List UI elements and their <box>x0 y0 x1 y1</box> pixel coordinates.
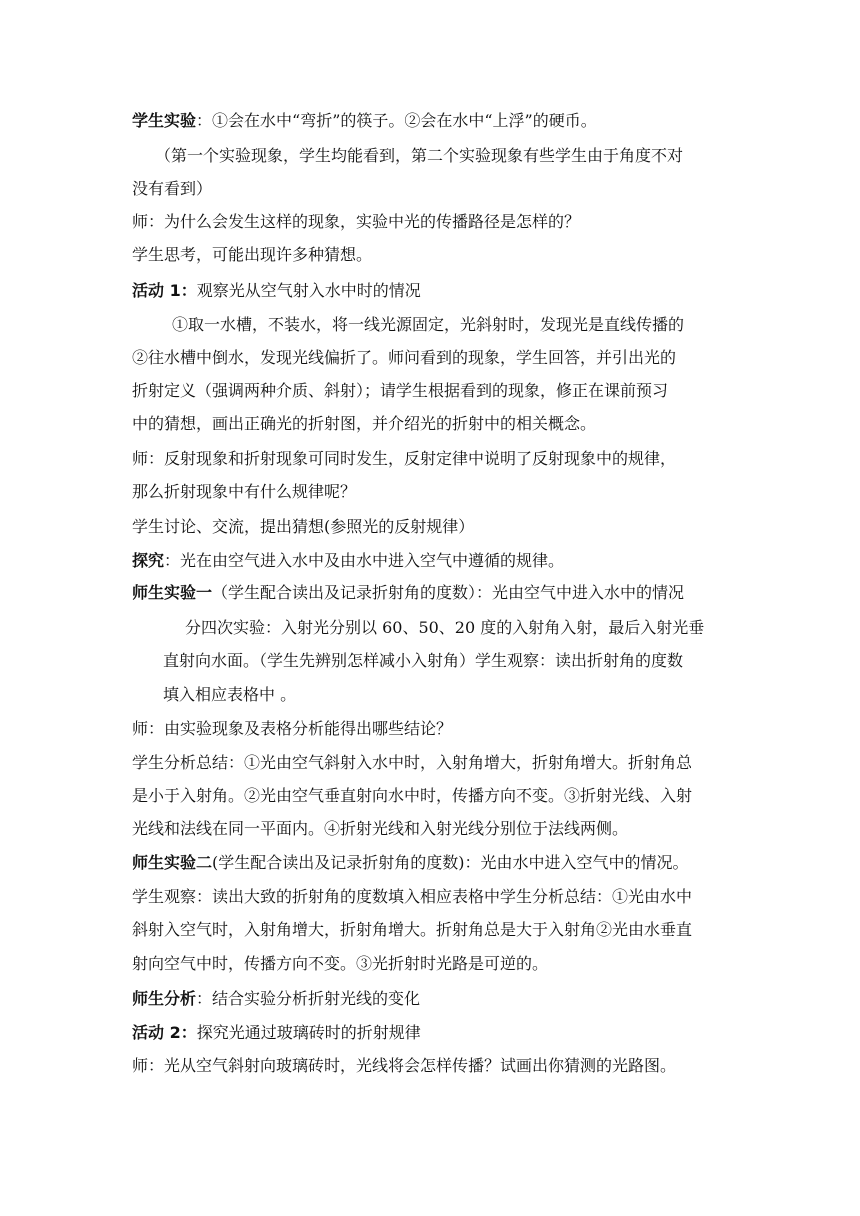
paragraph-line <box>132 953 548 975</box>
line-text: 师：由实验现象及表格分析能得出哪些结论？ <box>132 719 453 738</box>
line-text: (学生配合读出及记录折射角的度数)：光由水中进入空气中的情况。 <box>212 853 689 872</box>
paragraph-line <box>132 413 596 435</box>
line-text: 直射向水面。（学生先辨别怎样减小入射角）学生观察：读出折射角的度数 <box>163 651 684 670</box>
line-text: 分四次实验：入射光分别以 60、50、20 度的入射角入射，最后入射光垂 <box>185 618 705 637</box>
bold-heading: 活动 1： <box>132 281 197 300</box>
paragraph-line <box>132 785 692 807</box>
line-text: 学生讨论、交流，提出猜想(参照光的反射规律） <box>132 517 475 536</box>
paragraph-line <box>132 178 212 200</box>
paragraph-line <box>132 988 420 1010</box>
paragraph-line <box>132 516 474 538</box>
paragraph-line <box>132 280 421 302</box>
paragraph-line <box>163 650 683 672</box>
paragraph-line <box>132 211 580 233</box>
paragraph-line <box>172 314 684 336</box>
paragraph-line <box>132 380 668 402</box>
paragraph-line <box>132 718 452 740</box>
line-text: （第一个实验现象，学生均能看到，第二个实验现象有些学生由于角度不对 <box>155 146 684 165</box>
paragraph-line <box>132 448 676 470</box>
line-text: 光线和法线在同一平面内。④折射光线和入射光线分别位于法线两侧。 <box>132 819 629 838</box>
bold-heading: 师生实验一 <box>132 583 213 602</box>
line-text: 师：光从空气斜射向玻璃砖时，光线将会怎样传播？试画出你猜测的光路图。 <box>132 1056 677 1075</box>
paragraph-line <box>132 752 692 774</box>
bold-heading: 学生实验 <box>132 111 197 130</box>
paragraph-line <box>132 1022 421 1044</box>
line-text: 学生分析总结：①光由空气斜射入水中时，入射角增大，折射角增大。折射角总 <box>132 753 693 772</box>
bold-heading: 活动 2： <box>132 1023 197 1042</box>
paragraph-line <box>132 110 597 132</box>
paragraph-line <box>132 550 564 572</box>
line-text: ：结合实验分析折射光线的变化 <box>196 989 421 1008</box>
line-text: 斜射入空气时，入射角增大，折射角增大。折射角总是大于入射角②光由水垂直 <box>132 920 693 939</box>
paragraph-line <box>155 145 683 167</box>
paragraph-line <box>132 919 692 941</box>
paragraph-line <box>132 347 676 369</box>
paragraph-line <box>132 818 628 840</box>
line-text: 是小于入射角。②光由空气垂直射向水中时，传播方向不变。③折射光线、入射 <box>132 786 693 805</box>
paragraph-line <box>132 244 372 266</box>
line-text: 那么折射现象中有什么规律呢？ <box>132 482 357 501</box>
line-text: ②往水槽中倒水，发现光线偏折了。师问看到的现象，学生回答，并引出光的 <box>132 348 677 367</box>
line-text: 折射定义（强调两种介质、斜射）；请学生根据看到的现象，修正在课前预习 <box>132 381 669 400</box>
line-text: 没有看到） <box>132 179 213 198</box>
bold-heading: 探究 <box>132 551 165 570</box>
bold-heading: 师生分析 <box>132 989 197 1008</box>
line-text: ：光在由空气进入水中及由水中进入空气中遵循的规律。 <box>164 551 565 570</box>
line-text: 射向空气中时，传播方向不变。③光折射时光路是可逆的。 <box>132 954 549 973</box>
line-text: （学生配合读出及记录折射角的度数）：光由空气中进入水中的情况 <box>212 583 685 602</box>
line-text: 探究光通过玻璃砖时的折射规律 <box>196 1023 421 1042</box>
line-text: 学生思考，可能出现许多种猜想。 <box>132 245 373 264</box>
bold-heading: 师生实验二 <box>132 853 213 872</box>
line-text: ：①会在水中“弯折”的筷子。②会在水中“上浮”的硬币。 <box>196 111 597 130</box>
line-text: 中的猜想，画出正确光的折射图，并介绍光的折射中的相关概念。 <box>132 414 597 433</box>
paragraph-line <box>163 684 296 706</box>
paragraph-line <box>132 582 684 604</box>
line-text: 师：为什么会发生这样的现象，实验中光的传播路径是怎样的？ <box>132 212 581 231</box>
paragraph-line <box>132 1055 676 1077</box>
line-text: ①取一水槽，不装水，将一线光源固定，光斜射时，发现光是直线传播的 <box>172 315 685 334</box>
paragraph-line <box>132 886 692 908</box>
paragraph-line <box>132 852 689 874</box>
paragraph-line <box>185 617 704 639</box>
line-text: 师：反射现象和折射现象可同时发生，反射定律中说明了反射现象中的规律， <box>132 449 677 468</box>
line-text: 观察光从空气射入水中时的情况 <box>196 281 421 300</box>
line-text: 填入相应表格中 。 <box>163 685 297 704</box>
paragraph-line <box>132 481 356 503</box>
line-text: 学生观察：读出大致的折射角的度数填入相应表格中学生分析总结：①光由水中 <box>132 887 693 906</box>
